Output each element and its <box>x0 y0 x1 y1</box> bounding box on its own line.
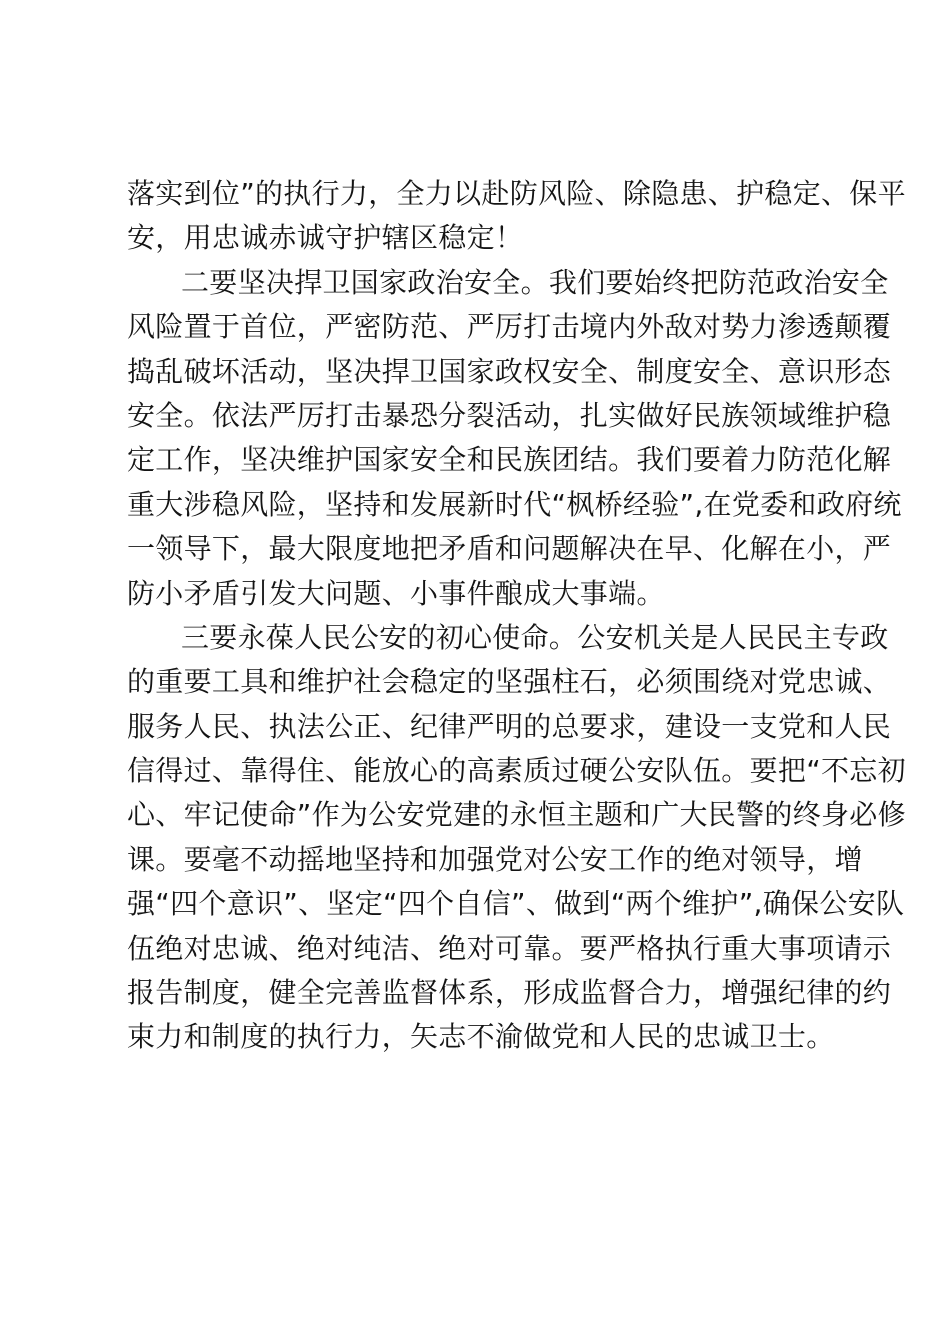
text-line: 风险置于首位，严密防范、严厉打击境内外敌对势力渗透颠覆 <box>127 310 892 344</box>
text-line: 三要永葆人民公安的初心使命。公安机关是人民民主专政 <box>181 620 889 654</box>
text-line: 防小矛盾引发大问题、小事件酿成大事端。 <box>127 576 665 610</box>
text-line: 报告制度，健全完善监督体系，形成监督合力，增强纪律的约 <box>127 976 892 1010</box>
text-line: 服务人民、执法公正、纪律严明的总要求，建设一支党和人民 <box>127 709 892 743</box>
text-line: 伍绝对忠诚、绝对纯洁、绝对可靠。要严格执行重大事项请示 <box>127 931 892 965</box>
text-line: 安，用忠诚赤诚守护辖区稳定！ <box>127 221 524 255</box>
text-line: 重大涉稳风险，坚持和发展新时代“枫桥经验”,在党委和政府统 <box>127 487 902 521</box>
text-line: 捣乱破坏活动，坚决捍卫国家政权安全、制度安全、意识形态 <box>127 354 892 388</box>
body-text <box>127 172 906 1060</box>
text-line: 安全。依法严厉打击暴恐分裂活动，扎实做好民族领域维护稳 <box>127 398 892 432</box>
text-line: 二要坚决捍卫国家政治安全。我们要始终把防范政治安全 <box>181 265 889 299</box>
text-line: 定工作，坚决维护国家安全和民族团结。我们要着力防范化解 <box>127 443 892 477</box>
text-line: 一领导下，最大限度地把矛盾和问题解决在早、化解在小，严 <box>127 532 892 566</box>
paragraph-1 <box>127 172 906 261</box>
text-line: 束力和制度的执行力，矢志不渝做党和人民的忠诚卫士。 <box>127 1020 835 1054</box>
text-line: 强“四个意识”、坚定“四个自信”、做到“两个维护”,确保公安队 <box>127 887 905 921</box>
text-line: 信得过、靠得住、能放心的高素质过硬公安队伍。要把“不忘初 <box>127 754 906 788</box>
text-line: 课。要毫不动摇地坚持和加强党对公安工作的绝对领导，增 <box>127 842 863 876</box>
text-line: 落实到位”的执行力，全力以赴防风险、除隐患、护稳定、保平 <box>127 177 906 210</box>
paragraph-3 <box>127 616 906 1060</box>
text-line: 心、牢记使命”作为公安党建的永恒主题和广大民警的终身必修 <box>127 798 906 832</box>
text-line: 的重要工具和维护社会稳定的坚强柱石，必须围绕对党忠诚、 <box>127 665 892 699</box>
paragraph-2 <box>127 261 902 616</box>
